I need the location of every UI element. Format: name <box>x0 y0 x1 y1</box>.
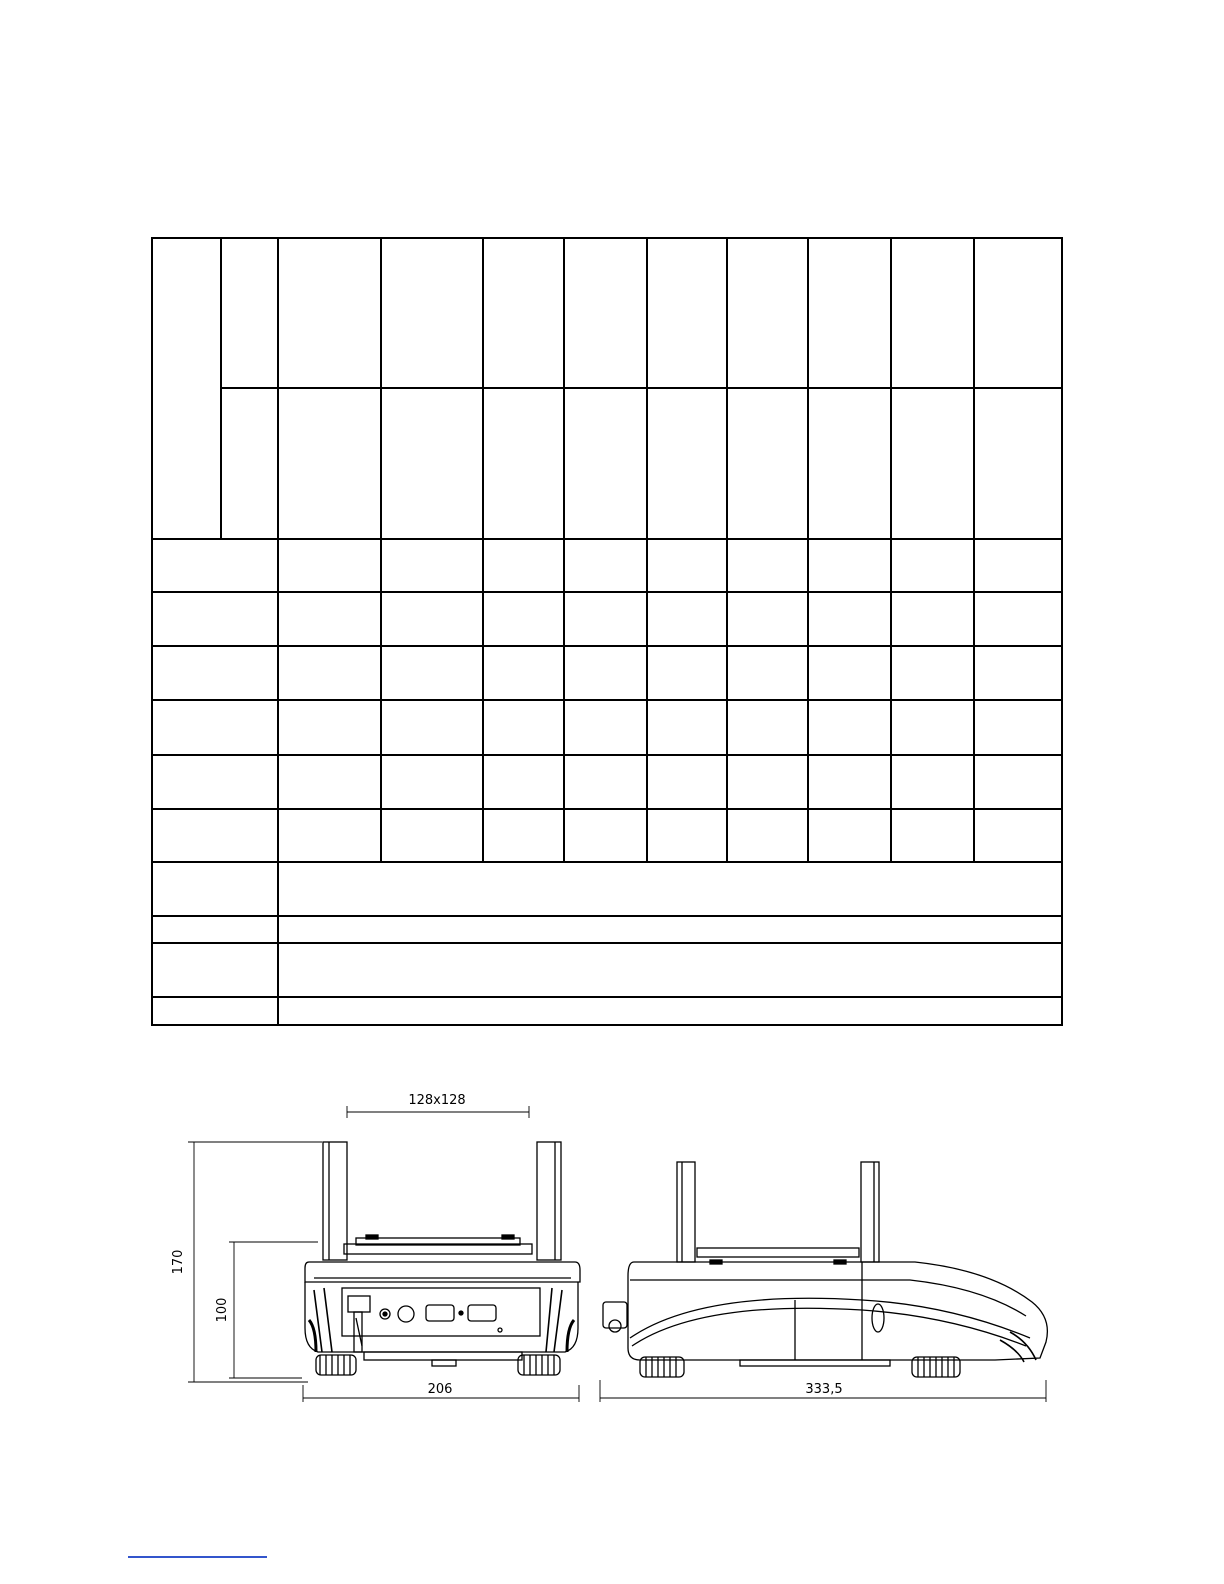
table-cell <box>564 539 647 592</box>
table-row <box>152 646 1062 700</box>
table-cell <box>891 755 974 809</box>
table-cell <box>974 592 1062 646</box>
table-header-row <box>152 238 1062 388</box>
depth-label: 333,5 <box>805 1382 843 1397</box>
table-row-merged <box>152 997 1062 1025</box>
table-cell <box>808 809 891 862</box>
table-header-row <box>152 388 1062 539</box>
row-label-cell <box>152 997 278 1025</box>
table-cell <box>727 700 808 755</box>
table-cell <box>564 592 647 646</box>
header-cell <box>727 388 808 539</box>
header-cell <box>647 388 727 539</box>
merged-cell <box>278 997 1062 1025</box>
table-cell <box>278 646 381 700</box>
header-cell <box>891 388 974 539</box>
table-row <box>152 755 1062 809</box>
row-label-cell <box>152 943 278 997</box>
row-label-cell <box>152 592 278 646</box>
header-cell <box>564 388 647 539</box>
width-label: 206 <box>427 1382 453 1397</box>
table-row <box>152 539 1062 592</box>
table-cell <box>278 755 381 809</box>
table-cell <box>647 809 727 862</box>
table-cell <box>278 539 381 592</box>
header-cell <box>278 238 381 388</box>
table-cell <box>647 700 727 755</box>
table-cell <box>974 646 1062 700</box>
table-row <box>152 592 1062 646</box>
table-cell <box>727 539 808 592</box>
table-cell <box>564 646 647 700</box>
row-label-cell <box>152 700 278 755</box>
table-cell <box>278 592 381 646</box>
table-cell <box>483 700 564 755</box>
header-cell <box>727 238 808 388</box>
table-cell <box>483 646 564 700</box>
row-label-cell <box>152 809 278 862</box>
header-cell <box>891 238 974 388</box>
merged-cell <box>278 943 1062 997</box>
table-cell <box>647 646 727 700</box>
header-cell <box>808 238 891 388</box>
footer-link-underline[interactable] <box>128 1556 267 1558</box>
merged-cell <box>278 916 1062 943</box>
header-cell <box>152 238 221 539</box>
table-cell <box>891 809 974 862</box>
table-cell <box>891 539 974 592</box>
table-cell <box>727 809 808 862</box>
table-cell <box>891 646 974 700</box>
table-cell <box>891 592 974 646</box>
table-cell <box>891 700 974 755</box>
table-cell <box>278 809 381 862</box>
table-cell <box>974 809 1062 862</box>
table-cell <box>381 539 483 592</box>
table-cell <box>727 592 808 646</box>
row-label-cell <box>152 646 278 700</box>
table-row <box>152 809 1062 862</box>
merged-cell <box>278 862 1062 916</box>
table-cell <box>727 646 808 700</box>
spec-table <box>151 237 1063 1026</box>
table-cell <box>974 539 1062 592</box>
header-cell <box>221 238 278 388</box>
header-cell <box>483 388 564 539</box>
table-row-merged <box>152 916 1062 943</box>
header-cell <box>974 388 1062 539</box>
row-label-cell <box>152 755 278 809</box>
table-cell <box>278 700 381 755</box>
side-view-drawing <box>603 1162 1047 1377</box>
table-cell <box>647 755 727 809</box>
header-cell <box>808 388 891 539</box>
header-cell <box>564 238 647 388</box>
header-cell <box>381 238 483 388</box>
table-cell <box>483 592 564 646</box>
table-cell <box>808 700 891 755</box>
header-cell <box>647 238 727 388</box>
table-cell <box>647 539 727 592</box>
header-cell <box>221 388 278 539</box>
table-cell <box>483 809 564 862</box>
table-cell <box>483 755 564 809</box>
table-cell <box>381 755 483 809</box>
row-label-cell <box>152 916 278 943</box>
height-total-label: 170 <box>171 1249 186 1275</box>
table-cell <box>974 755 1062 809</box>
header-cell <box>974 238 1062 388</box>
header-cell <box>381 388 483 539</box>
table-cell <box>564 700 647 755</box>
table-cell <box>381 592 483 646</box>
table-cell <box>808 592 891 646</box>
table-cell <box>974 700 1062 755</box>
dimension-drawings <box>150 1085 1060 1420</box>
table-cell <box>381 646 483 700</box>
header-cell <box>278 388 381 539</box>
table-cell <box>647 592 727 646</box>
pan-size-label: 128x128 <box>408 1093 466 1108</box>
row-label-cell <box>152 539 278 592</box>
table-row-merged <box>152 943 1062 997</box>
table-row <box>152 700 1062 755</box>
header-cell <box>483 238 564 388</box>
table-cell <box>564 755 647 809</box>
table-cell <box>808 539 891 592</box>
front-view-drawing <box>305 1142 580 1375</box>
row-label-cell <box>152 862 278 916</box>
table-cell <box>564 809 647 862</box>
table-cell <box>381 809 483 862</box>
table-cell <box>808 755 891 809</box>
table-cell <box>483 539 564 592</box>
table-cell <box>727 755 808 809</box>
height-pan-label: 100 <box>215 1297 230 1323</box>
table-cell <box>381 700 483 755</box>
table-row-merged <box>152 862 1062 916</box>
table-cell <box>808 646 891 700</box>
